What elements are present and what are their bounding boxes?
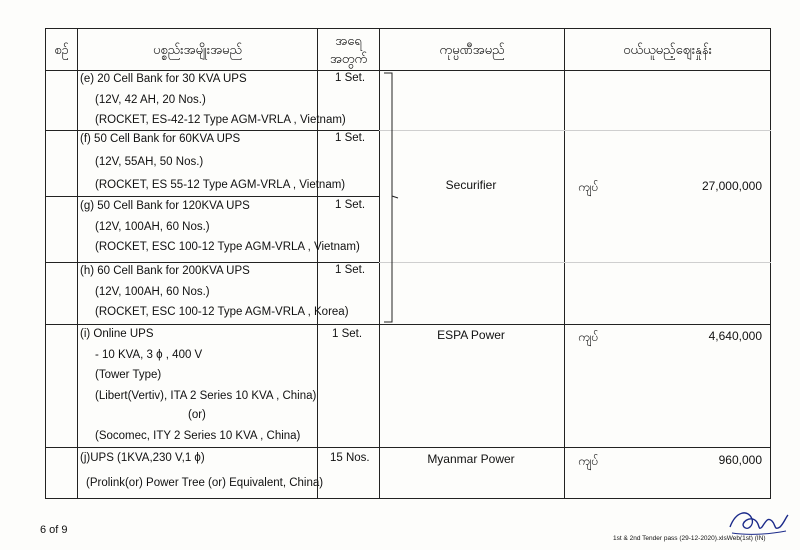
group-1-price-cell bbox=[564, 70, 771, 325]
item-j-line-1: (j)UPS (1KVA,230 V,1 ϕ) bbox=[80, 452, 205, 464]
row-j-no bbox=[45, 447, 78, 499]
group-2-price: 4,640,000 bbox=[708, 329, 762, 343]
item-f-qty: 1 Set. bbox=[335, 132, 366, 144]
group-3-supplier: Myanmar Power bbox=[427, 452, 515, 466]
item-j-line-2: (Prolink(or) Power Tree (or) Equivalent, China) bbox=[86, 477, 324, 489]
row-i-qty bbox=[317, 324, 380, 448]
header-no bbox=[45, 28, 78, 71]
header-qty-label-2: အတွက် bbox=[329, 50, 368, 66]
item-i-line-4: (Libert(Vertiv), ITA 2 Series 10 KVA , China) bbox=[95, 390, 317, 402]
item-h-line-1: (h) 60 Cell Bank for 200KVA UPS bbox=[80, 265, 250, 277]
row-h-no bbox=[45, 262, 78, 325]
group-3-price: 960,000 bbox=[718, 453, 762, 467]
header-qty bbox=[317, 28, 380, 71]
group-2-currency: ကျပ် bbox=[578, 330, 599, 344]
row-i-supplier bbox=[379, 324, 565, 448]
row-e-no bbox=[45, 70, 78, 131]
item-f-line-3: (ROCKET, ES 55-12 Type AGM-VRLA , Vietnam) bbox=[95, 179, 346, 191]
bracket-icon bbox=[380, 70, 400, 326]
header-no-label: စဉ် bbox=[54, 41, 69, 57]
row-f-no bbox=[45, 130, 78, 197]
signature-icon bbox=[726, 505, 790, 539]
header-qty-label-1: အရေ bbox=[335, 32, 362, 48]
header-item-label: ပစ္စည်းအမျိုးအမည် bbox=[152, 41, 243, 57]
faint-divider-2 bbox=[379, 262, 771, 263]
item-i-line-2: - 10 KVA, 3 ϕ , 400 V bbox=[95, 349, 203, 361]
row-g-no bbox=[45, 196, 78, 263]
group-1-supplier: Securifier bbox=[445, 178, 497, 192]
item-i-line-5: (or) bbox=[188, 409, 206, 421]
item-g-qty: 1 Set. bbox=[335, 199, 366, 211]
header-item bbox=[77, 28, 318, 71]
row-i-no bbox=[45, 324, 78, 448]
item-h-qty: 1 Set. bbox=[335, 264, 366, 276]
file-name: 1st & 2nd Tender pass (29-12-2020).xlsWeb(1st) (IN) bbox=[613, 535, 766, 542]
group-3-currency: ကျပ် bbox=[578, 454, 599, 468]
item-i-line-3: (Tower Type) bbox=[95, 369, 162, 381]
item-j-qty: 15 Nos. bbox=[330, 452, 370, 464]
item-e-line-3: (ROCKET, ES-42-12 Type AGM-VRLA , Vietnam) bbox=[95, 114, 346, 126]
header-price-label: ဝယ်ယူမည့်ဈေးနှုန်း bbox=[623, 41, 712, 57]
item-g-line-2: (12V, 100AH, 60 Nos.) bbox=[95, 221, 210, 233]
item-i-line-6: (Socomec, ITY 2 Series 10 KVA , China) bbox=[95, 430, 301, 442]
item-i-qty: 1 Set. bbox=[332, 328, 363, 340]
item-e-line-2: (12V, 42 AH, 20 Nos.) bbox=[95, 94, 206, 106]
header-price bbox=[564, 28, 771, 71]
page-number: 6 of 9 bbox=[40, 524, 68, 536]
item-h-line-2: (12V, 100AH, 60 Nos.) bbox=[95, 286, 210, 298]
item-h-line-3: (ROCKET, ESC 100-12 Type AGM-VRLA , Korea) bbox=[95, 306, 349, 318]
item-g-line-3: (ROCKET, ESC 100-12 Type AGM-VRLA , Vietnam) bbox=[95, 241, 360, 253]
header-supplier-label: ကုမ္ပဏီအမည် bbox=[439, 41, 505, 57]
group-1-currency: ကျပ် bbox=[578, 180, 599, 194]
group-1-supplier-cell bbox=[379, 70, 565, 325]
header-supplier bbox=[379, 28, 565, 71]
item-f-line-2: (12V, 55AH, 50 Nos.) bbox=[95, 156, 204, 168]
faint-divider-1 bbox=[379, 130, 771, 131]
item-i-line-1: (i) Online UPS bbox=[80, 328, 154, 340]
item-g-line-1: (g) 50 Cell Bank for 120KVA UPS bbox=[80, 200, 250, 212]
item-f-line-1: (f) 50 Cell Bank for 60KVA UPS bbox=[80, 133, 241, 145]
item-e-qty: 1 Set. bbox=[335, 72, 366, 84]
item-e-line-1: (e) 20 Cell Bank for 30 KVA UPS bbox=[80, 73, 247, 85]
group-2-supplier: ESPA Power bbox=[437, 328, 505, 342]
group-1-price: 27,000,000 bbox=[701, 179, 762, 193]
